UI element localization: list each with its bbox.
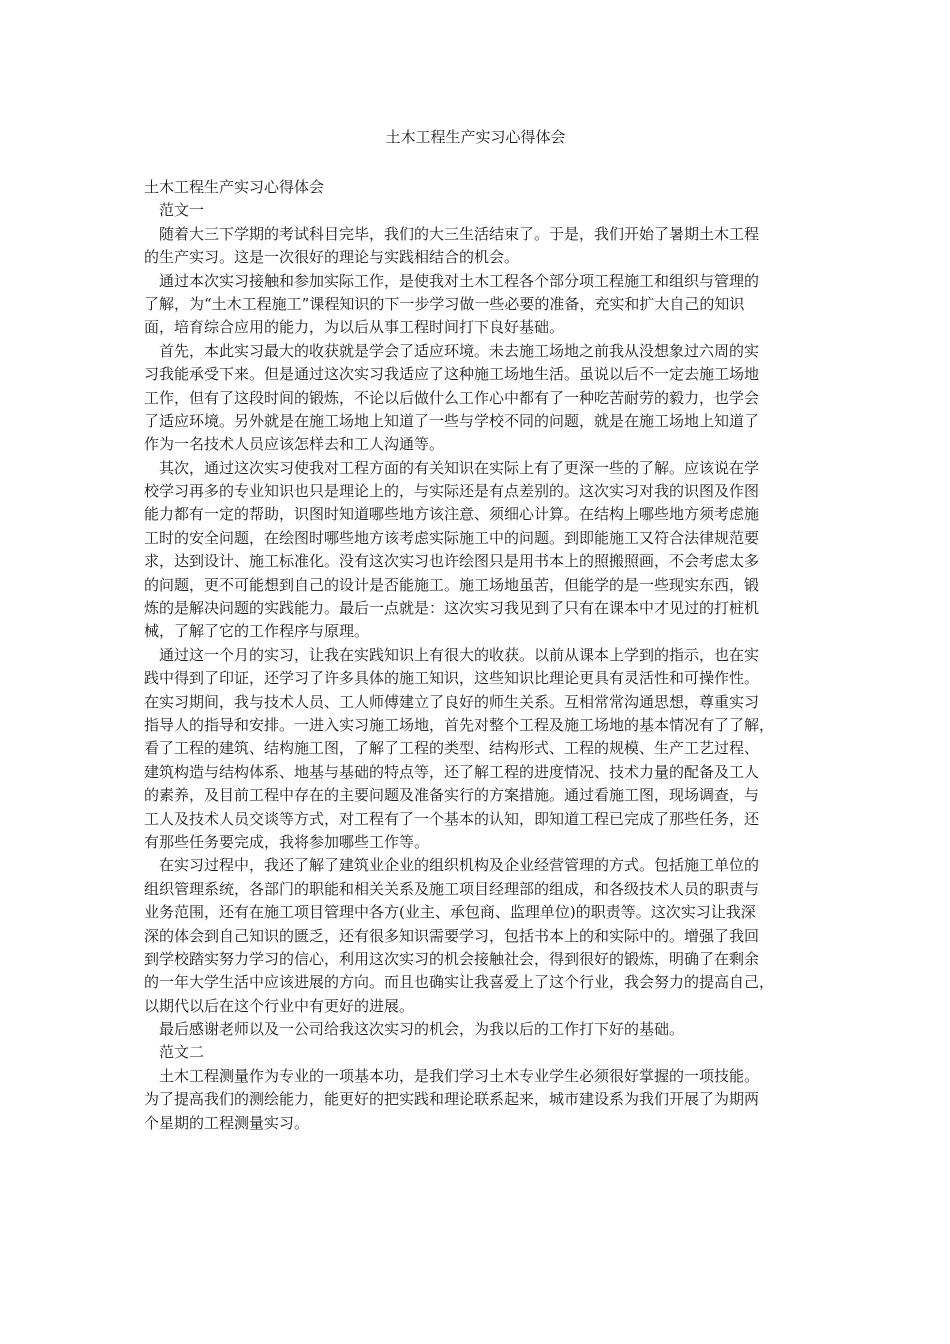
text-line: 个星期的工程测量实习。: [144, 1113, 310, 1132]
text-line: 的一年大学生活中应该进展的方向。而且也确实让我喜爱上了这个行业，我会努力的提高自己，: [144, 973, 775, 992]
text-line: 最后感谢老师以及一公司给我这次实习的机会，为我以后的工作打下好的基础。: [159, 1020, 685, 1039]
text-line: 建筑构造与结构体系、地基与基础的特点等，还了解工程的进度情况、技术力量的配备及工人: [144, 762, 760, 781]
text-line: 校学习再多的专业知识也只是理论上的，与实际还是有点差别的。这次实习对我的识图及作图: [144, 482, 760, 501]
text-line: 有那些任务要完成，我将参加哪些工作等。: [144, 832, 430, 851]
text-line: 土木工程测量作为专业的一项基本功，是我们学习土木专业学生必须很好掌握的一项技能。: [159, 1066, 760, 1085]
text-line: 土木工程生产实习心得体会: [144, 178, 325, 196]
text-line: 求，达到设计、施工标准化。没有这次实习也许绘图只是用书本上的照搬照画，不会考虑太多: [144, 552, 760, 571]
text-line: 在实习期间，我与技术人员、工人师傅建立了良好的师生关系。互相常常沟通思想，尊重实习: [144, 692, 760, 711]
text-line: 工人及技术人员交谈等方式，对工程有了一个基本的认知，即知道工程已完成了那些任务，还: [144, 809, 760, 828]
text-line: 能力都有一定的帮助，识图时知道哪些地方该注意、须细心计算。在结构上哪些地方须考虑施: [144, 505, 760, 524]
text-line: 作为一名技术人员应该怎样去和工人沟通等。: [144, 435, 445, 454]
text-line: 到学校踏实努力学习的信心，利用这次实习的机会接触社会，得到很好的锻炼，明确了在剩余: [144, 949, 760, 968]
text-line: 为了提高我们的测绘能力，能更好的把实践和理论联系起来，城市建设系为我们开展了为期两: [144, 1090, 760, 1109]
text-line: 面，培育综合应用的能力，为以后从事工程时间打下良好基础。: [144, 318, 565, 337]
text-line: 炼的是解决问题的实践能力。最后一点就是：这次实习我见到了只有在课本中才见过的打桩机: [144, 599, 760, 618]
text-line: 通过这一个月的实习，让我在实践知识上有很大的收获。以前从课本上学到的指示，也在实: [159, 645, 760, 664]
document-title: 土木工程生产实习心得体会: [385, 128, 566, 146]
text-line: 工作，但有了这段时间的锻炼，不论以后做什么工作心中都有了一种吃苦耐劳的毅力，也学会: [144, 388, 760, 407]
document-body: [144, 176, 807, 1135]
text-line: 看了工程的建筑、结构施工图，了解了工程的类型、结构形式、工程的规模、生产工艺过程、: [144, 739, 760, 758]
text-line: 的生产实习。这是一次很好的理论与实践相结合的机会。: [144, 248, 520, 267]
text-line: 习我能承受下来。但是通过这次实习我适应了这种施工场地生活。虽说以后不一定去施工场地: [144, 365, 760, 384]
text-line: 指导人的指导和安排。一进入实习施工场地，首先对整个工程及施工场地的基本情况有了了解，: [144, 715, 775, 734]
text-line: 通过本次实习接触和参加实际工作，是使我对土木工程各个部分项工程施工和组织与管理的: [159, 271, 760, 290]
text-line: 的问题，更不可能想到自己的设计是否能施工。施工场地虽苦，但能学的是一些现实东西，锻: [144, 575, 760, 594]
text-line: 工时的安全问题，在绘图时哪些地方该考虑实际施工中的问题。到即能施工又符合法律规范要: [144, 528, 760, 547]
text-line: 械，了解了它的工作程序与原理。: [144, 622, 370, 641]
text-line: 范文二: [159, 1043, 205, 1062]
text-line: 以期代以后在这个行业中有更好的进展。: [144, 996, 415, 1015]
text-line: 践中得到了印证，还学习了许多具体的施工知识，这些知识比理论更具有灵活性和可操作性。: [144, 669, 760, 688]
text-line: 在实习过程中，我还了解了建筑业企业的组织机构及企业经营管理的方式。包括施工单位的: [159, 856, 760, 875]
text-line: 范文一: [159, 201, 205, 220]
text-line: 了解，为“土木工程施工”课程知识的下一步学习做一些必要的准备，充实和扩大自己的知识: [144, 294, 745, 313]
text-line: 随着大三下学期的考试科目完毕，我们的大三生活结束了。于是，我们开始了暑期土木工程: [159, 224, 760, 243]
text-line: 组织管理系统，各部门的职能和相关关系及施工项目经理部的组成，和各级技术人员的职责与: [144, 879, 760, 898]
text-line: 的素养，及目前工程中存在的主要问题及准备实行的方案措施。通过看施工图，现场调查，与: [144, 786, 760, 805]
text-line: 首先，本此实习最大的收获就是学会了适应环境。未去施工场地之前我从没想象过六周的实: [159, 341, 760, 360]
text-line: 深的体会到自己知识的匮乏，还有很多知识需要学习，包括书本上的和实际中的。增强了我回: [144, 926, 760, 945]
text-line: 其次，通过这次实习使我对工程方面的有关知识在实际上有了更深一些的了解。应该说在学: [159, 458, 760, 477]
text-line: 了适应环境。另外就是在施工场地上知道了一些与学校不同的问题，就是在施工场地上知道了: [144, 411, 760, 430]
text-line: 业务范围，还有在施工项目管理中各方(业主、承包商、监理单位)的职责等。这次实习让我深: [144, 903, 756, 922]
